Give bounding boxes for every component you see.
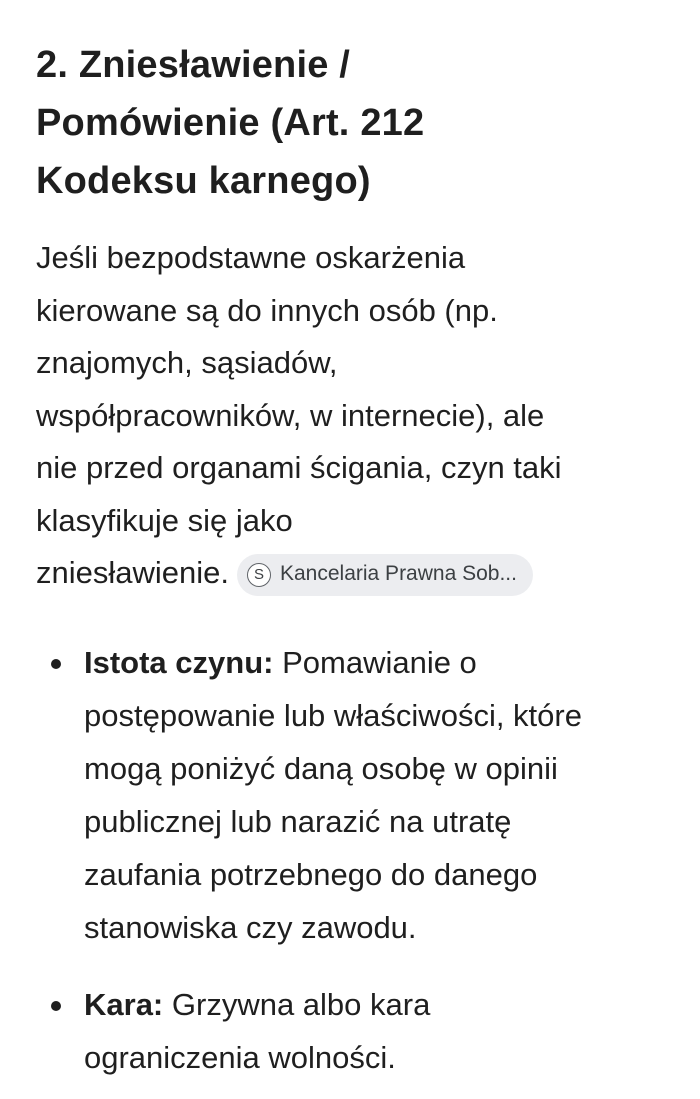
intro-line: zniesławienie. [36,555,229,590]
intro-line: kierowane są do innych osób (np. [36,292,498,328]
bullet-text: Grzywna albo kara [163,986,431,1022]
heading-line: Kodeksu karnego) [36,160,371,202]
section-heading [36,36,670,210]
intro-line: klasyfikuje się jako [36,502,293,538]
intro-paragraph [36,232,670,600]
heading-line: 2. Zniesławienie / [36,44,351,86]
list-item [36,978,670,1084]
intro-line: nie przed organami ścigania, czyn taki [36,450,562,485]
bullet-dot-icon [51,659,61,669]
source-citation-chip[interactable] [237,554,533,596]
bullet-list [36,636,670,1084]
bullet-text: zaufania potrzebnego do danego [84,856,538,892]
list-item [36,636,670,954]
bullet-text: ograniczenia wolności. [84,1039,396,1075]
bullet-text: mogą poniżyć daną osobę w opinii [84,750,558,786]
bullet-text: Pomawianie o [273,644,477,680]
source-logo-icon: S [247,563,271,587]
bullet-term: Kara: [84,986,164,1022]
intro-line: Jeśli bezpodstawne oskarżenia [36,240,466,275]
source-chip-label: Kancelaria Prawna Sob... [280,562,517,586]
bullet-text: postępowanie lub właściwości, które [84,697,582,733]
intro-line: znajomych, sąsiadów, [36,345,338,380]
intro-line: współpracowników, w internecie), ale [36,397,545,433]
bullet-text: stanowiska czy zawodu. [84,909,417,945]
bullet-dot-icon [51,1001,61,1011]
bullet-term: Istota czynu: [84,644,274,680]
heading-line: Pomówienie (Art. 212 [36,102,425,144]
bullet-text: publicznej lub narazić na utratę [84,803,512,839]
